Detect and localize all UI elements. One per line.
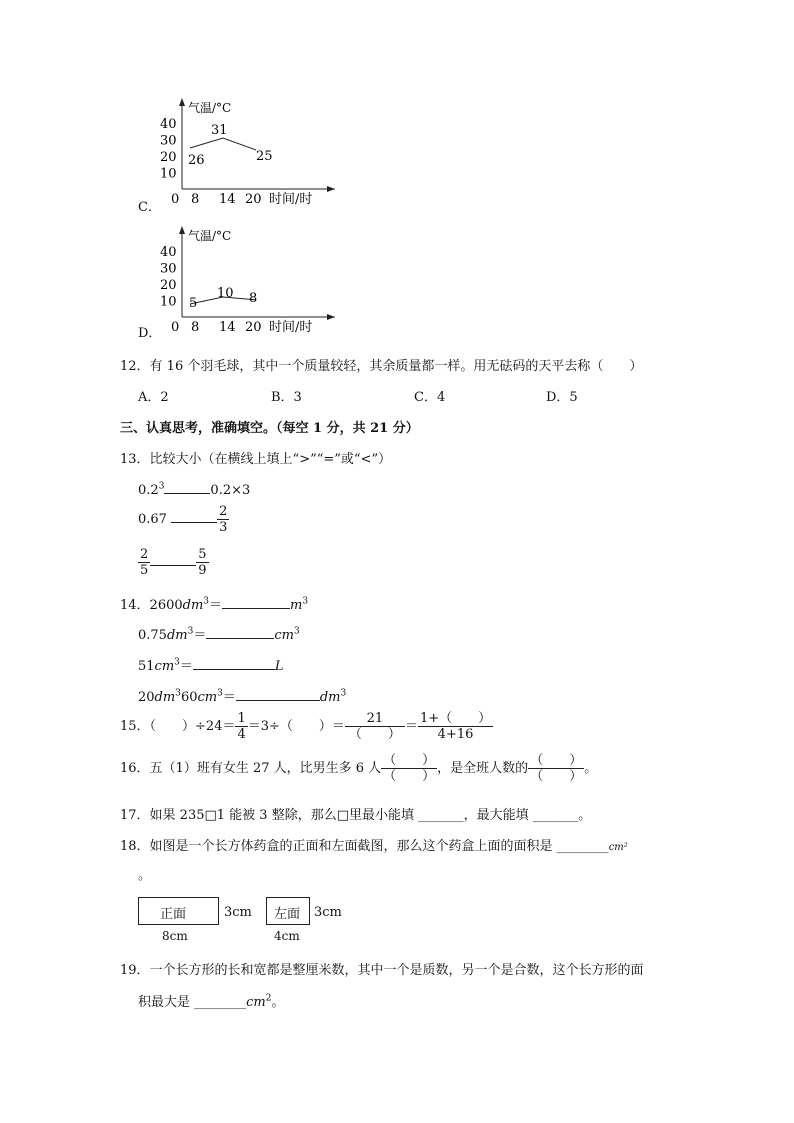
q14-row-1: 14．$2600dm^3= m^3$ bbox=[120, 596, 309, 613]
chart-c-point-label: 26 bbox=[188, 153, 205, 168]
chart-d-point-label: 8 bbox=[249, 291, 258, 306]
q13-blank-2[interactable] bbox=[171, 510, 217, 523]
q16-blank-denominator[interactable]: （ ） bbox=[383, 769, 436, 784]
chart-c-y-arrow bbox=[179, 98, 185, 106]
chart-d-x-arrow bbox=[327, 314, 335, 320]
q13-row-2: 0.67 $\frac{2}{3}$ bbox=[138, 504, 228, 535]
q13-row-1: $0.2^3$ 0.2×3 bbox=[138, 481, 251, 498]
chart-c-series-line bbox=[190, 138, 256, 150]
chart-c-point-label: 31 bbox=[211, 123, 228, 138]
chart-c-x-label: 时间/时 bbox=[269, 192, 313, 207]
section-3-heading: 三、认真思考，准确填空。（每空 1 分，共 21 分） bbox=[120, 421, 419, 436]
q14-blank-2[interactable] bbox=[206, 626, 274, 639]
temperature-chart-d bbox=[155, 220, 335, 345]
option-c-letter[interactable]: C． bbox=[138, 200, 161, 215]
question-15: 15．（ ）÷24＝ $\frac{1}{4}$ ＝3÷（ ）＝ $\frac{21}{( )}$ ＝ $\frac{1+( )}{4+16}$ bbox=[120, 711, 492, 742]
d-y-tick-label: 10 bbox=[160, 294, 177, 310]
q18-continuation: 。 bbox=[138, 868, 152, 883]
c-x-tick-label: 14 bbox=[219, 192, 236, 207]
q14-blank-3[interactable] bbox=[193, 657, 275, 670]
front-face-height: 3cm bbox=[224, 905, 252, 920]
d-y-tick-label: 30 bbox=[160, 261, 177, 277]
d-x-tick-label: 8 bbox=[191, 320, 200, 335]
q12-option-d[interactable]: D．5 bbox=[546, 390, 578, 405]
c-y-tick-label: 40 bbox=[160, 117, 177, 132]
q14-row-3: $51cm^3= L$ bbox=[138, 657, 284, 674]
left-face-label: 左面 bbox=[274, 907, 301, 922]
chart-c-point-label: 25 bbox=[256, 149, 273, 164]
temperature-chart-c bbox=[155, 92, 335, 217]
c-x-tick-label: 20 bbox=[245, 192, 262, 207]
q13-blank-1[interactable] bbox=[164, 481, 210, 494]
c-x-tick-label: 0 bbox=[171, 192, 180, 207]
d-y-tick-label: 20 bbox=[160, 278, 177, 293]
q14-row-4: $20dm^360cm^3= dm^3$ bbox=[138, 688, 347, 705]
question-18: 18．如图是一个长方体药盒的正面和左面截图，那么这个药盒上面的面积是 ________cm² bbox=[120, 839, 628, 854]
d-y-tick-label: 40 bbox=[160, 245, 177, 260]
chart-d-point-label: 5 bbox=[189, 296, 198, 311]
q12-option-b[interactable]: B．3 bbox=[271, 390, 302, 405]
option-d-letter[interactable]: D． bbox=[138, 326, 162, 341]
q13-row-3: $\frac{2}{5}$ $\frac{5}{9}$ bbox=[140, 547, 207, 578]
q14-blank-4[interactable] bbox=[236, 688, 320, 701]
c-y-tick-label: 20 bbox=[160, 150, 177, 165]
chart-d-y-arrow bbox=[179, 226, 185, 234]
q14-row-2: $0.75dm^3= cm^3$ bbox=[138, 626, 300, 643]
q14-blank-1[interactable] bbox=[222, 596, 290, 609]
q16-blank-numerator-2[interactable]: （ ） bbox=[530, 753, 583, 768]
question-17: 17．如果 235□1 能被 3 整除，那么□里最小能填 _______，最大能填 _______。 bbox=[120, 808, 592, 823]
c-x-tick-label: 8 bbox=[191, 192, 200, 207]
chart-d-x-label: 时间/时 bbox=[269, 320, 313, 335]
question-13: 13．比较大小（在横线上填上“>”“=”或“<”） bbox=[120, 452, 392, 467]
chart-d-axis-label: 气温/°C bbox=[188, 229, 232, 243]
left-face-height: 3cm bbox=[314, 905, 342, 920]
q12-option-c[interactable]: C．4 bbox=[414, 390, 446, 405]
chart-c-axis-label: 气温/°C bbox=[188, 101, 232, 115]
front-face-label: 正面 bbox=[160, 907, 187, 922]
question-12: 12．有 16 个羽毛球，其中一个质量较轻，其余质量都一样。用无砝码的天平去称（ ） bbox=[120, 359, 643, 374]
d-x-tick-label: 0 bbox=[171, 320, 180, 335]
q16-blank-numerator[interactable]: （ ） bbox=[383, 753, 436, 768]
q13-blank-3[interactable] bbox=[150, 553, 196, 566]
question-19-line-2: 积最大是 $\_\_\_\_\_\_\_\_cm^2$。 bbox=[138, 993, 285, 1010]
left-face-width: 4cm bbox=[274, 929, 300, 943]
d-x-tick-label: 20 bbox=[245, 320, 262, 335]
question-16: 16．五（1）班有女生 27 人，比男生多 6 人 $\frac{( )}{( )}$ ，是全班人数的 $\frac{( )}{( )}$ 。 bbox=[120, 753, 598, 784]
chart-c-x-arrow bbox=[327, 186, 335, 192]
d-x-tick-label: 14 bbox=[219, 320, 236, 335]
q16-blank-denominator-2[interactable]: （ ） bbox=[530, 769, 583, 784]
question-19-line-1: 19．一个长方形的长和宽都是整厘米数，其中一个是质数，另一个是合数，这个长方形的面 bbox=[120, 963, 644, 978]
c-y-tick-label: 30 bbox=[160, 133, 177, 149]
c-y-tick-label: 10 bbox=[160, 166, 177, 182]
front-face-width: 8cm bbox=[162, 929, 188, 943]
chart-d-point-label: 10 bbox=[217, 286, 234, 301]
q12-option-a[interactable]: A．2 bbox=[138, 390, 169, 405]
